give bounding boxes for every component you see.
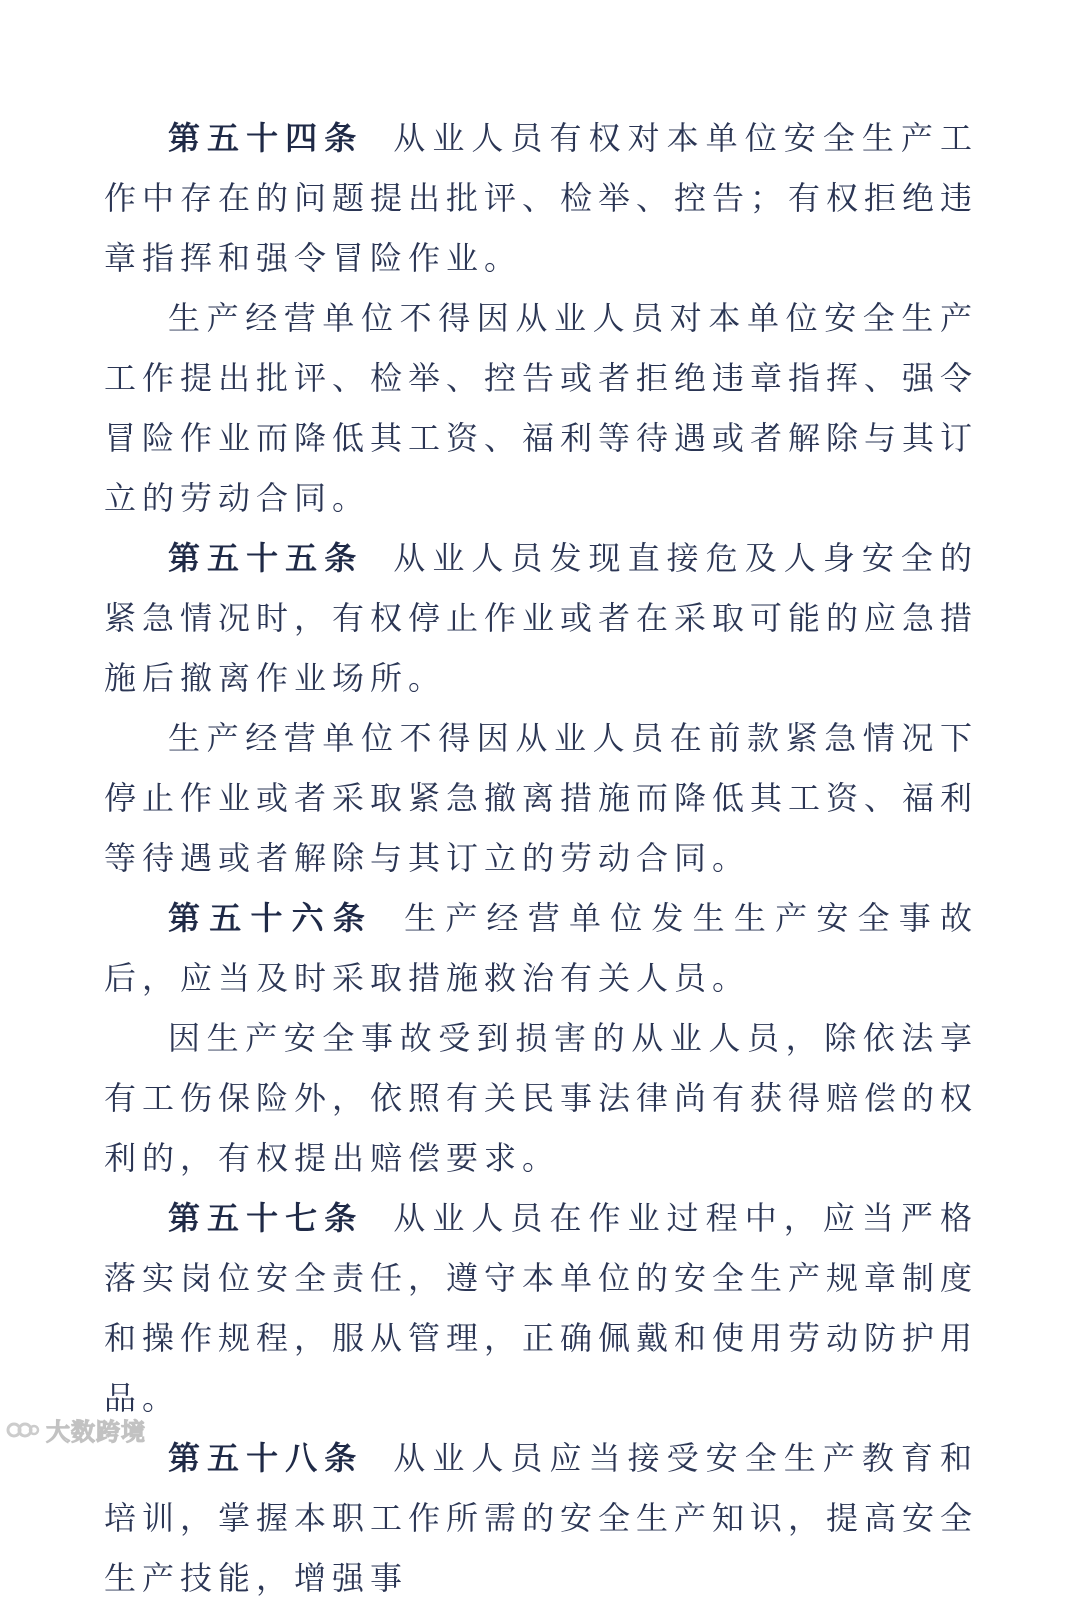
watermark: [6, 1412, 146, 1447]
brand-logo-icon: [6, 1417, 40, 1443]
article-57-text-1: 从业人员在作业过程中，应当严格落实岗位安全责任，遵守本单位的安全生产规章制度和操作规程，服从管理，正确佩戴和使用劳动防护用品。: [104, 1199, 979, 1417]
article-58-paragraph-1: [104, 1428, 978, 1608]
article-57-heading: 第五十七条: [168, 1199, 364, 1237]
article-54-paragraph-1: [104, 108, 978, 288]
article-56-heading: 第五十六条: [168, 899, 375, 937]
article-54-text-2: 生产经营单位不得因从业人员对本单位安全生产工作提出批评、检举、控告或者拒绝违章指挥、强令冒险作业而降低其工资、福利等待遇或者解除与其订立的劳动合同。: [104, 299, 979, 517]
article-55-heading: 第五十五条: [168, 539, 364, 577]
article-54-text-1: 从业人员有权对本单位安全生产工作中存在的问题提出批评、检举、控告；有权拒绝违章指挥和强令冒险作业。: [104, 119, 979, 277]
article-54-heading: 第五十四条: [168, 119, 364, 157]
article-57-paragraph-1: [104, 1188, 978, 1428]
article-56-paragraph-2: [104, 1008, 978, 1188]
article-58-text-1: 从业人员应当接受安全生产教育和培训，掌握本职工作所需的安全生产知识，提高安全生产技能，增强事: [104, 1439, 979, 1597]
article-56-text-1: 生产经营单位发生生产安全事故后，应当及时采取措施救治有关人员。: [104, 899, 978, 997]
article-54-paragraph-2: [104, 288, 978, 528]
article-56-text-2: 因生产安全事故受到损害的从业人员，除依法享有工伤保险外，依照有关民事法律尚有获得赔偿的权利的，有权提出赔偿要求。: [104, 1019, 979, 1177]
watermark-text: 大数跨境: [46, 1418, 146, 1446]
article-58-heading: 第五十八条: [168, 1439, 364, 1477]
law-text-body: [104, 108, 978, 1608]
article-55-text-1: 从业人员发现直接危及人身安全的紧急情况时，有权停止作业或者在采取可能的应急措施后撤离作业场所。: [104, 539, 979, 697]
article-55-text-2: 生产经营单位不得因从业人员在前款紧急情况下停止作业或者采取紧急撤离措施而降低其工资、福利等待遇或者解除与其订立的劳动合同。: [104, 719, 979, 877]
article-56-paragraph-1: [104, 888, 978, 1008]
article-55-paragraph-1: [104, 528, 978, 708]
article-55-paragraph-2: [104, 708, 978, 888]
